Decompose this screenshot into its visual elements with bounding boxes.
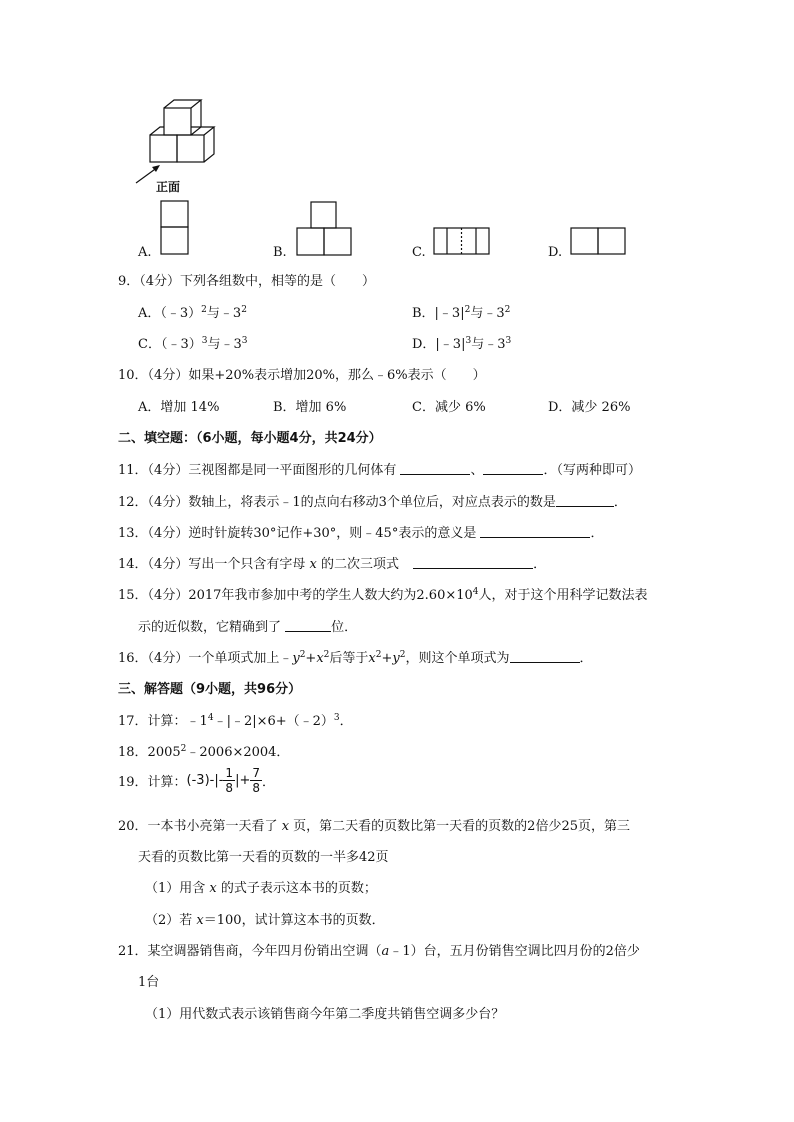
- q18: 18．$2005^2﹣2006\times 2004$．: [118, 744, 290, 760]
- answer-blank: [483, 462, 543, 475]
- option-d-label: D.: [548, 245, 563, 260]
- q9-option-c: C．（﹣3）$^3$与$﹣3^3$: [138, 336, 248, 352]
- option-c-view: [433, 227, 491, 257]
- answer-blank: [413, 556, 533, 569]
- q9-stem: 9．（4分）下列各组数中，相等的是（ ）: [118, 274, 376, 289]
- q20-part2: （2）若 x＝100，试计算这本书的页数．: [145, 913, 385, 928]
- q17: 17．计算：$﹣1^4﹣|﹣2|\times 6+(﹣2)^3$．: [118, 713, 353, 729]
- answer-blank: [556, 494, 614, 507]
- q21-part1: （1）用代数式表示该销售商今年第二季度共销售空调多少台？: [145, 1007, 505, 1022]
- answer-blank: [400, 462, 470, 475]
- answer-blank: [510, 650, 580, 663]
- q10-stem: 10．（4分）如果+20%表示增加20%，那么﹣6%表示（ ）: [118, 368, 486, 383]
- q21-line2: 1台: [138, 975, 160, 990]
- q15-line1: 15．（4分）2017年我市参加中考的学生人数大约为$2.60\times 10^4$人，对于这个用科学记数法表: [118, 587, 648, 603]
- q20-line1: 20．一本书小亮第一天看了 x 页，第二天看的页数比第一天看的页数的2倍少25页，第三: [118, 819, 630, 834]
- cube-stack-figure: [130, 95, 230, 185]
- option-d-view: [570, 227, 626, 257]
- q10-option-d: D．减少 26%: [548, 400, 631, 415]
- q21-line1: 21．某空调器销售商，今年四月份销出空调（a﹣1）台，五月份销售空调比四月份的2倍少: [118, 944, 640, 959]
- option-b-label: B.: [273, 245, 287, 260]
- option-c-label: C.: [412, 245, 426, 260]
- q12: 12．（4分）数轴上，将表示﹣1的点向右移动3个单位后，对应点表示的数是 ．: [118, 495, 627, 510]
- q9-option-d: D．$|﹣3|^3$与$﹣3^3$: [412, 336, 512, 352]
- option-b-view: [296, 201, 352, 257]
- answer-blank: [285, 619, 331, 632]
- option-a-view: [160, 200, 190, 256]
- q9-option-b: B．$|﹣3|^2$与$﹣3^2$: [412, 305, 511, 321]
- q20-part1: （1）用含 x 的式子表示这本书的页数；: [145, 881, 377, 896]
- q10-option-a: A．增加 14%: [138, 400, 220, 415]
- section-2-heading: 二、填空题：（6小题，每小题4分，共24分）: [118, 431, 382, 446]
- q10-option-b: B．增加 6%: [273, 400, 347, 415]
- q13: 13．（4分）逆时针旋转30°记作+30°，则﹣45°表示的意义是 ．: [118, 526, 604, 541]
- q9-option-a: A．（﹣3）$^2$与$﹣3^2$: [138, 305, 247, 321]
- answer-blank: [480, 525, 590, 538]
- q11: 11．（4分）三视图都是同一平面图形的几何体有 、 ．（写两种即可）: [118, 463, 641, 478]
- q19: 19．计算：(-3)-|- $\frac{1}{8}$ |+ $\frac{7}{8}$ ．: [118, 766, 275, 795]
- q14: 14．（4分）写出一个只含有字母 x 的二次三项式 ．: [118, 557, 547, 572]
- option-a-label: A.: [138, 245, 152, 260]
- q10-option-c: C．减少 6%: [412, 400, 486, 415]
- front-label: 正面: [156, 180, 181, 194]
- section-3-heading: 三、解答题（9小题，共96分）: [118, 682, 302, 697]
- q20-line2: 天看的页数比第一天看的页数的一半多42页: [138, 850, 389, 865]
- q16: 16．（4分）一个单项式加上$﹣y^2+x^2$后等于$x^2+y^2$，则这个单项式为 ．: [118, 650, 593, 666]
- q15-line2: 示的近似数，它精确到了 位．: [138, 620, 358, 635]
